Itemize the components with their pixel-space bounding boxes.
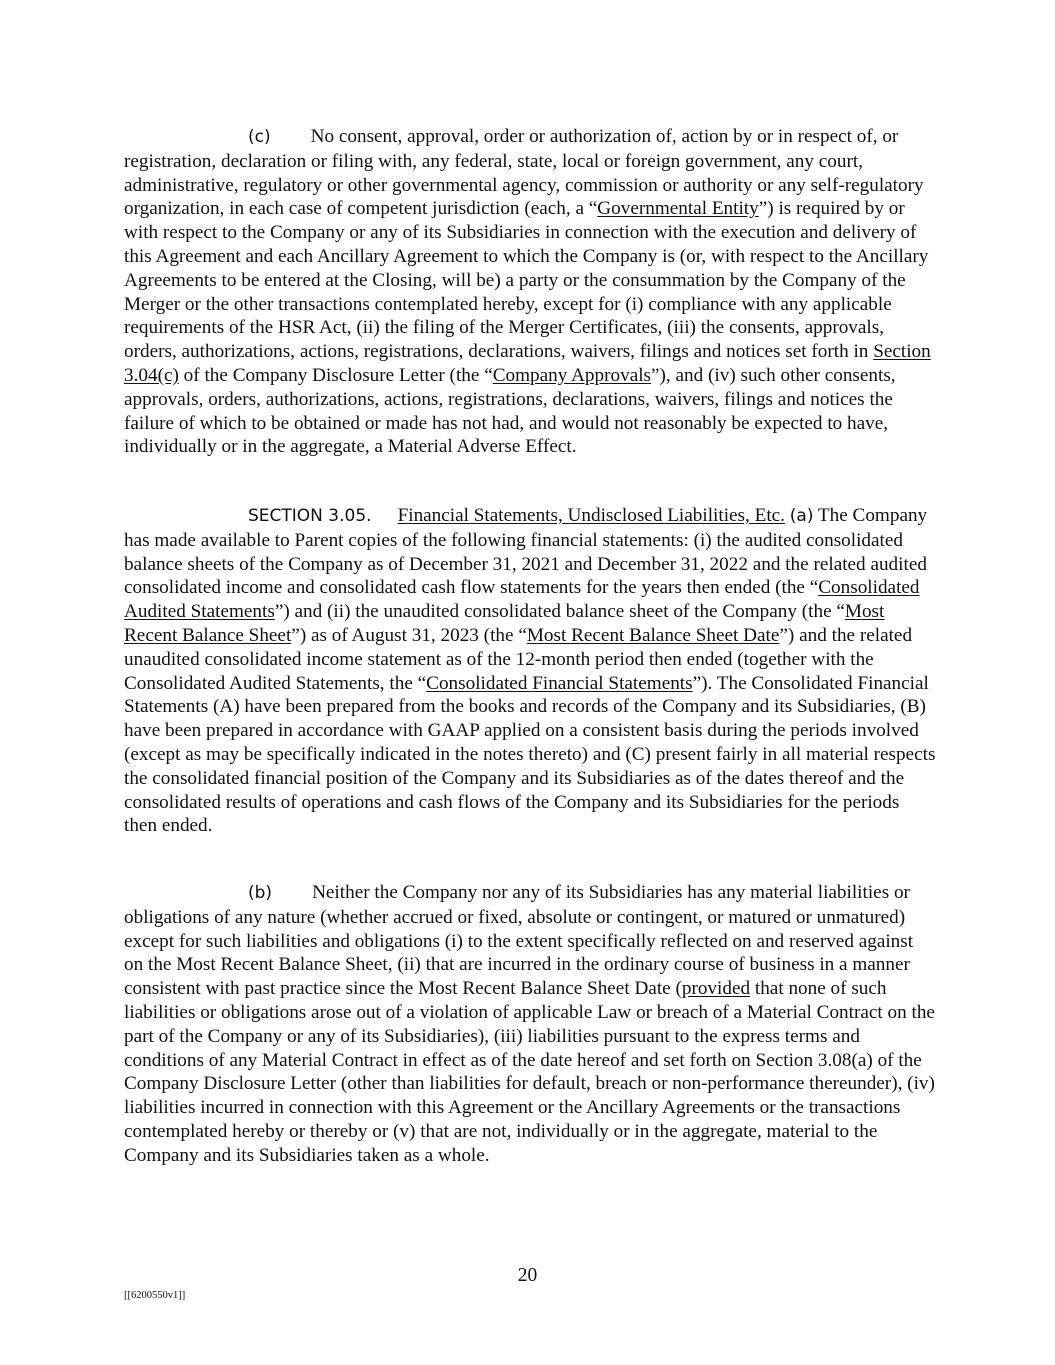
clause-text: of the Company Disclosure Letter (the “ [178,364,493,386]
defined-term-company-approvals: Company Approvals [492,364,652,386]
page-number: 20 [517,1265,538,1286]
clause-text: ”) and the related unaudited consolidated income statement as of the 12-month period then ended (together with the Consolidated Audited Statements, the “ [124,624,913,694]
clause-text: No consent, approval, order or authorization of, action by or in respect of, or registration, declaration or filing with, any federal, state, local or foreign government, any court, administrative, regulatory or other governmental agency, commission or authority or any self-regulatory organization, in each case of competent jurisdiction (each, a “ [124,126,924,220]
cross-reference-section-3-04-c: Section 3.04(c) [124,341,931,386]
clause-text: Neither the Company nor any of its Subsidiaries has any material liabilities or obligations of any nature (whether accrued or fixed, absolute or contingent, or matured or unmatured) except for such liabilities and obligations (i) to the extent specifically reflected on and reserved against on the Most Recent Balance Sheet, (ii) that are incurred in the ordinary course of business in a manner consistent with past practice since the Most Recent Balance Sheet Date ( [124,882,914,1000]
defined-term-most-recent-balance-sheet: Most Recent Balance Sheet [124,601,885,646]
clause-text: ”) is required by or with respect to the Company or any of its Subsidiaries in connection with the execution and delivery of this Agreement and each Ancillary Agreement to which the Company is (or, with respect to the Ancillary Agreements to be entered at the Closing, will be) a party or the consummation by the Company of the Merger or the other transactions contemplated hereby, except for (i) compliance with any applicable requirements of the HSR Act, (ii) the filing of the Merger Certificates, (iii) the consents, approvals, orders, authorizations, actions, registrations, declarations, waivers, filings and notices set forth in [124,198,929,363]
section-heading: Financial Statements, Undisclosed Liabilities, Etc. [397,505,785,526]
section-number: SECTION 3.05. [248,506,372,526]
clause-text: ”), and (iv) such other consents, approvals, orders, authorizations, actions, registrations, declarations, waivers, filings and notices the failure of which to be obtained or made has not had, and would not reasonably be expected to have, individually or in the aggregate, a Material Adverse Effect. [124,364,896,458]
paragraph-3-04-c [124,125,936,459]
term-provided: provided [681,978,751,1000]
clause-text: ”) as of August 31, 2023 (the “ [291,624,527,646]
paragraph-3-05-b [124,881,936,1168]
defined-term-consolidated-audited-statements: Consolidated Audited Statements [124,577,920,623]
clause-label-c: (c) [248,127,271,147]
clause-label-a: (a) [789,506,814,526]
paragraph-section-3-05-a [124,504,936,838]
clause-text: The Company has made available to Parent copies of the following financial statements: (i) the audited consolidated balance sheets of the Company as of December 31, 2021 and December 31, 2022 and the related audited consolidated income and consolidated cash flow statements for the years then ended (the “ [124,505,928,599]
clause-text: ”) and (ii) the unaudited consolidated balance sheet of the Company (the “ [274,601,845,623]
defined-term-most-recent-balance-sheet-date: Most Recent Balance Sheet Date [526,624,780,646]
defined-term-consolidated-financial-statements: Consolidated Financial Statements [426,672,693,694]
document-id: [[6200550v1]] [124,1290,186,1301]
clause-label-b: (b) [248,883,273,903]
clause-text: ”). The Consolidated Financial Statements (A) have been prepared from the books and records of the Company and its Subsidiaries, (B) have been prepared in accordance with GAAP applied on a consistent basis during the periods involved (except as may be specifically indicated in the notes thereto) and (C) present fairly in all material respects the consolidated financial position of the Company and its Subsidiaries as of the dates thereof and the consolidated results of operations and cash flows of the Company and its Subsidiaries for the periods then ended. [124,672,936,837]
defined-term-governmental-entity: Governmental Entity [597,198,759,220]
clause-text: that none of such liabilities or obligations arose out of a violation of applicable Law or breach of a Material Contract on the part of the Company or any of its Subsidiaries), (iii) liabilities pursuant to the express terms and conditions of any Material Contract in effect as of the date hereof and set forth on Section 3.08(a) of the Company Disclosure Letter (other than liabilities for default, breach or non-performance thereunder), (iv) liabilities incurred in connection with this Agreement or the Ancillary Agreements or the transactions contemplated hereby or thereby or (v) that are not, individually or in the aggregate, material to the Company and its Subsidiaries taken as a whole. [124,978,935,1166]
